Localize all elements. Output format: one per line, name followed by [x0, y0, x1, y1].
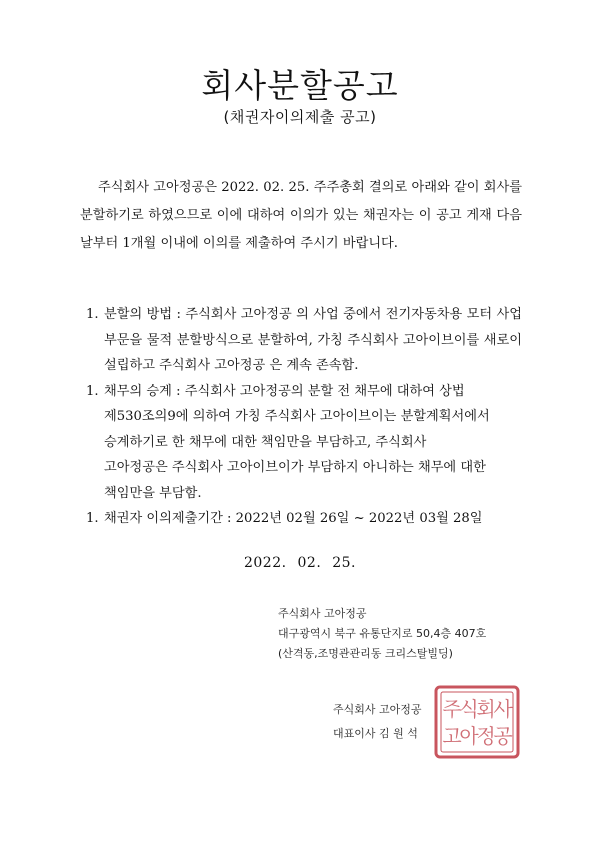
company-info	[278, 604, 578, 664]
list-item-division-method	[80, 302, 522, 379]
notice-items	[80, 302, 522, 532]
item-number: 1.	[86, 383, 99, 399]
company-address-detail: (산격동,조명관관리동 크리스탈빌딩)	[278, 647, 453, 660]
seal-glyph: 사	[493, 697, 513, 721]
item-line: 채무의 승계 : 주식회사 고아정공의 분할 전 채무에 대하여 상법	[104, 383, 465, 399]
list-item-objection-period	[80, 506, 522, 532]
seal-glyph: 식	[459, 697, 479, 721]
company-seal-stamp	[432, 684, 522, 760]
item-line: 제530조의9에 의하여 가칭 주식회사 고아이브이는 분할계획서에서	[104, 409, 490, 424]
item-number: 1.	[86, 511, 99, 526]
company-address: 대구광역시 북구 유통단지로 50,4층 407호	[278, 627, 487, 640]
item-text: 분할의 방법 : 주식회사 고아정공 의 사업 중에서 전기자동차용 모터 사업부문을 물적 분할방식으로 분할하여, 가칭 주식회사 고아이브이를 새로이 설립하고 주식회사 고아정공 은 계속 존속함.	[104, 307, 522, 373]
item-line: 고아정공은 주식회사 고아이브이가 부담하지 아니하는 채무에 대한	[104, 460, 486, 475]
seal-glyph: 고	[442, 724, 462, 748]
item-text: 채권자 이의제출기간 : 2022년 02월 26일 ~ 2022년 03월 28일	[104, 511, 483, 526]
notice-date: 2022. 02. 25.	[243, 555, 356, 571]
seal-glyph: 정	[476, 724, 496, 748]
signature-representative: 대표이사 김 원 석	[333, 727, 418, 740]
company-name: 주식회사 고아정공	[278, 607, 367, 620]
item-number: 1.	[86, 307, 99, 322]
seal-glyph: 공	[493, 724, 513, 748]
seal-glyph: 주	[442, 697, 462, 721]
signature-company: 주식회사 고아정공	[333, 703, 422, 716]
list-item-debt-succession	[80, 379, 522, 507]
seal-glyph: 회	[476, 697, 496, 721]
seal-glyph: 아	[459, 724, 479, 748]
intro-paragraph: 주식회사 고아정공은 2022. 02. 25. 주주총회 결의로 아래와 같이 회사를 분할하기로 하였으므로 이에 대하여 이의가 있는 채권자는 이 공고 게재 다음날부터 1개월 이내에 이의를 제출하여 주시기 바랍니다.	[80, 180, 522, 251]
item-line: 승계하기로 한 채무에 대한 책임만을 부담하고, 주식회사	[104, 434, 427, 450]
page-subtitle: (채권자이의제출 공고)	[223, 108, 377, 126]
page-title: 회사분할공고	[201, 66, 399, 105]
item-line: 책임만을 부담함.	[104, 485, 202, 501]
